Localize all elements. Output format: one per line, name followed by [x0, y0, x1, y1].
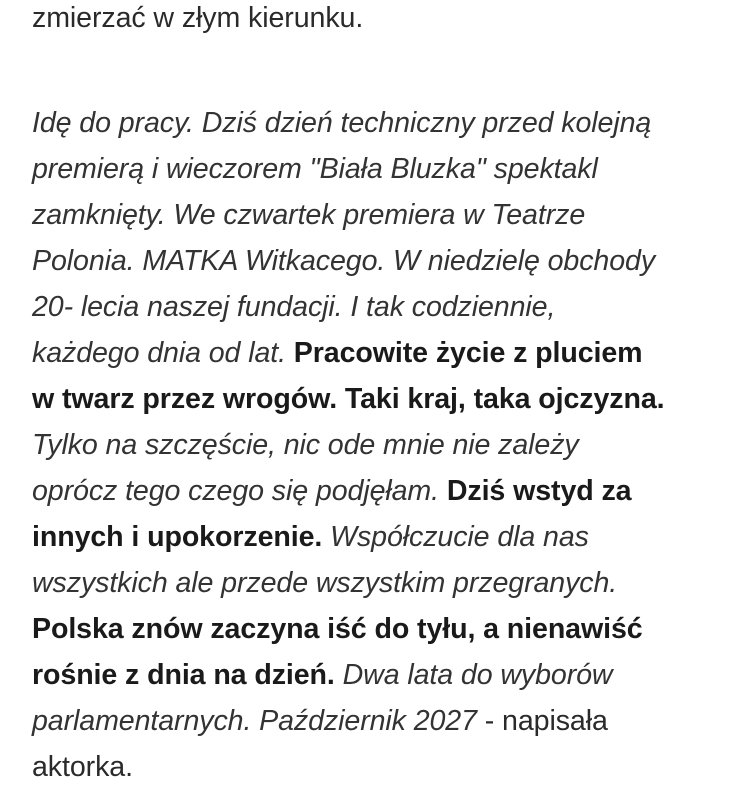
bold-text: rośnie z dnia na dzień.: [32, 659, 335, 691]
bold-text: Pracowite życie z pluciem: [293, 337, 643, 369]
quote-line: [32, 560, 617, 606]
quote-line: [32, 606, 643, 652]
quote-line: [32, 238, 655, 284]
italic-text: premierą i wieczorem "Biała Bluzka" spektakl: [32, 153, 598, 185]
quote-line: [32, 698, 608, 744]
italic-text: Idę do pracy. Dziś dzień techniczny przed kolejną: [32, 107, 652, 139]
italic-text: zamknięty. We czwartek premiera w Teatrze: [32, 199, 586, 231]
quote-line: [32, 192, 585, 238]
bold-text: w twarz przez wrogów. Taki kraj, taka ojczyzna.: [32, 383, 665, 415]
quote-line: [32, 652, 612, 698]
italic-text: Współczucie dla nas: [322, 521, 589, 553]
intro-line: zmierzać w złym kierunku.: [32, 2, 364, 34]
bold-text: Dziś wstyd za: [446, 475, 632, 507]
bold-text: Polska znów zaczyna iść do tyłu, a nienawiść: [32, 613, 643, 645]
bold-text: innych i upokorzenie.: [32, 521, 323, 553]
italic-text: Tylko na szczęście, nic ode mnie nie zależy: [32, 429, 579, 461]
quote-line: [32, 744, 133, 790]
quote-line: [32, 514, 589, 560]
quote-line: [32, 468, 631, 514]
italic-text: parlamentarnych. Październik 2027: [32, 705, 477, 737]
quote-line: [32, 100, 651, 146]
plain-text: aktorka.: [32, 751, 133, 783]
quote-line: [32, 284, 555, 330]
plain-text: - napisała: [476, 705, 608, 737]
quote-line: [32, 330, 643, 376]
italic-text: wszystkich ale przede wszystkim przegranych.: [32, 567, 618, 599]
italic-text: Dwa lata do wyborów: [334, 659, 613, 691]
italic-text: Polonia. MATKA Witkacego. W niedzielę obchody: [32, 245, 656, 277]
quote-line: [32, 422, 579, 468]
quote-line: [32, 146, 598, 192]
italic-text: każdego dnia od lat.: [32, 337, 294, 369]
quote-line: [32, 376, 665, 422]
italic-text: oprócz tego czego się podjęłam.: [32, 475, 447, 507]
italic-text: 20- lecia naszej fundacji. I tak codziennie,: [32, 291, 556, 323]
